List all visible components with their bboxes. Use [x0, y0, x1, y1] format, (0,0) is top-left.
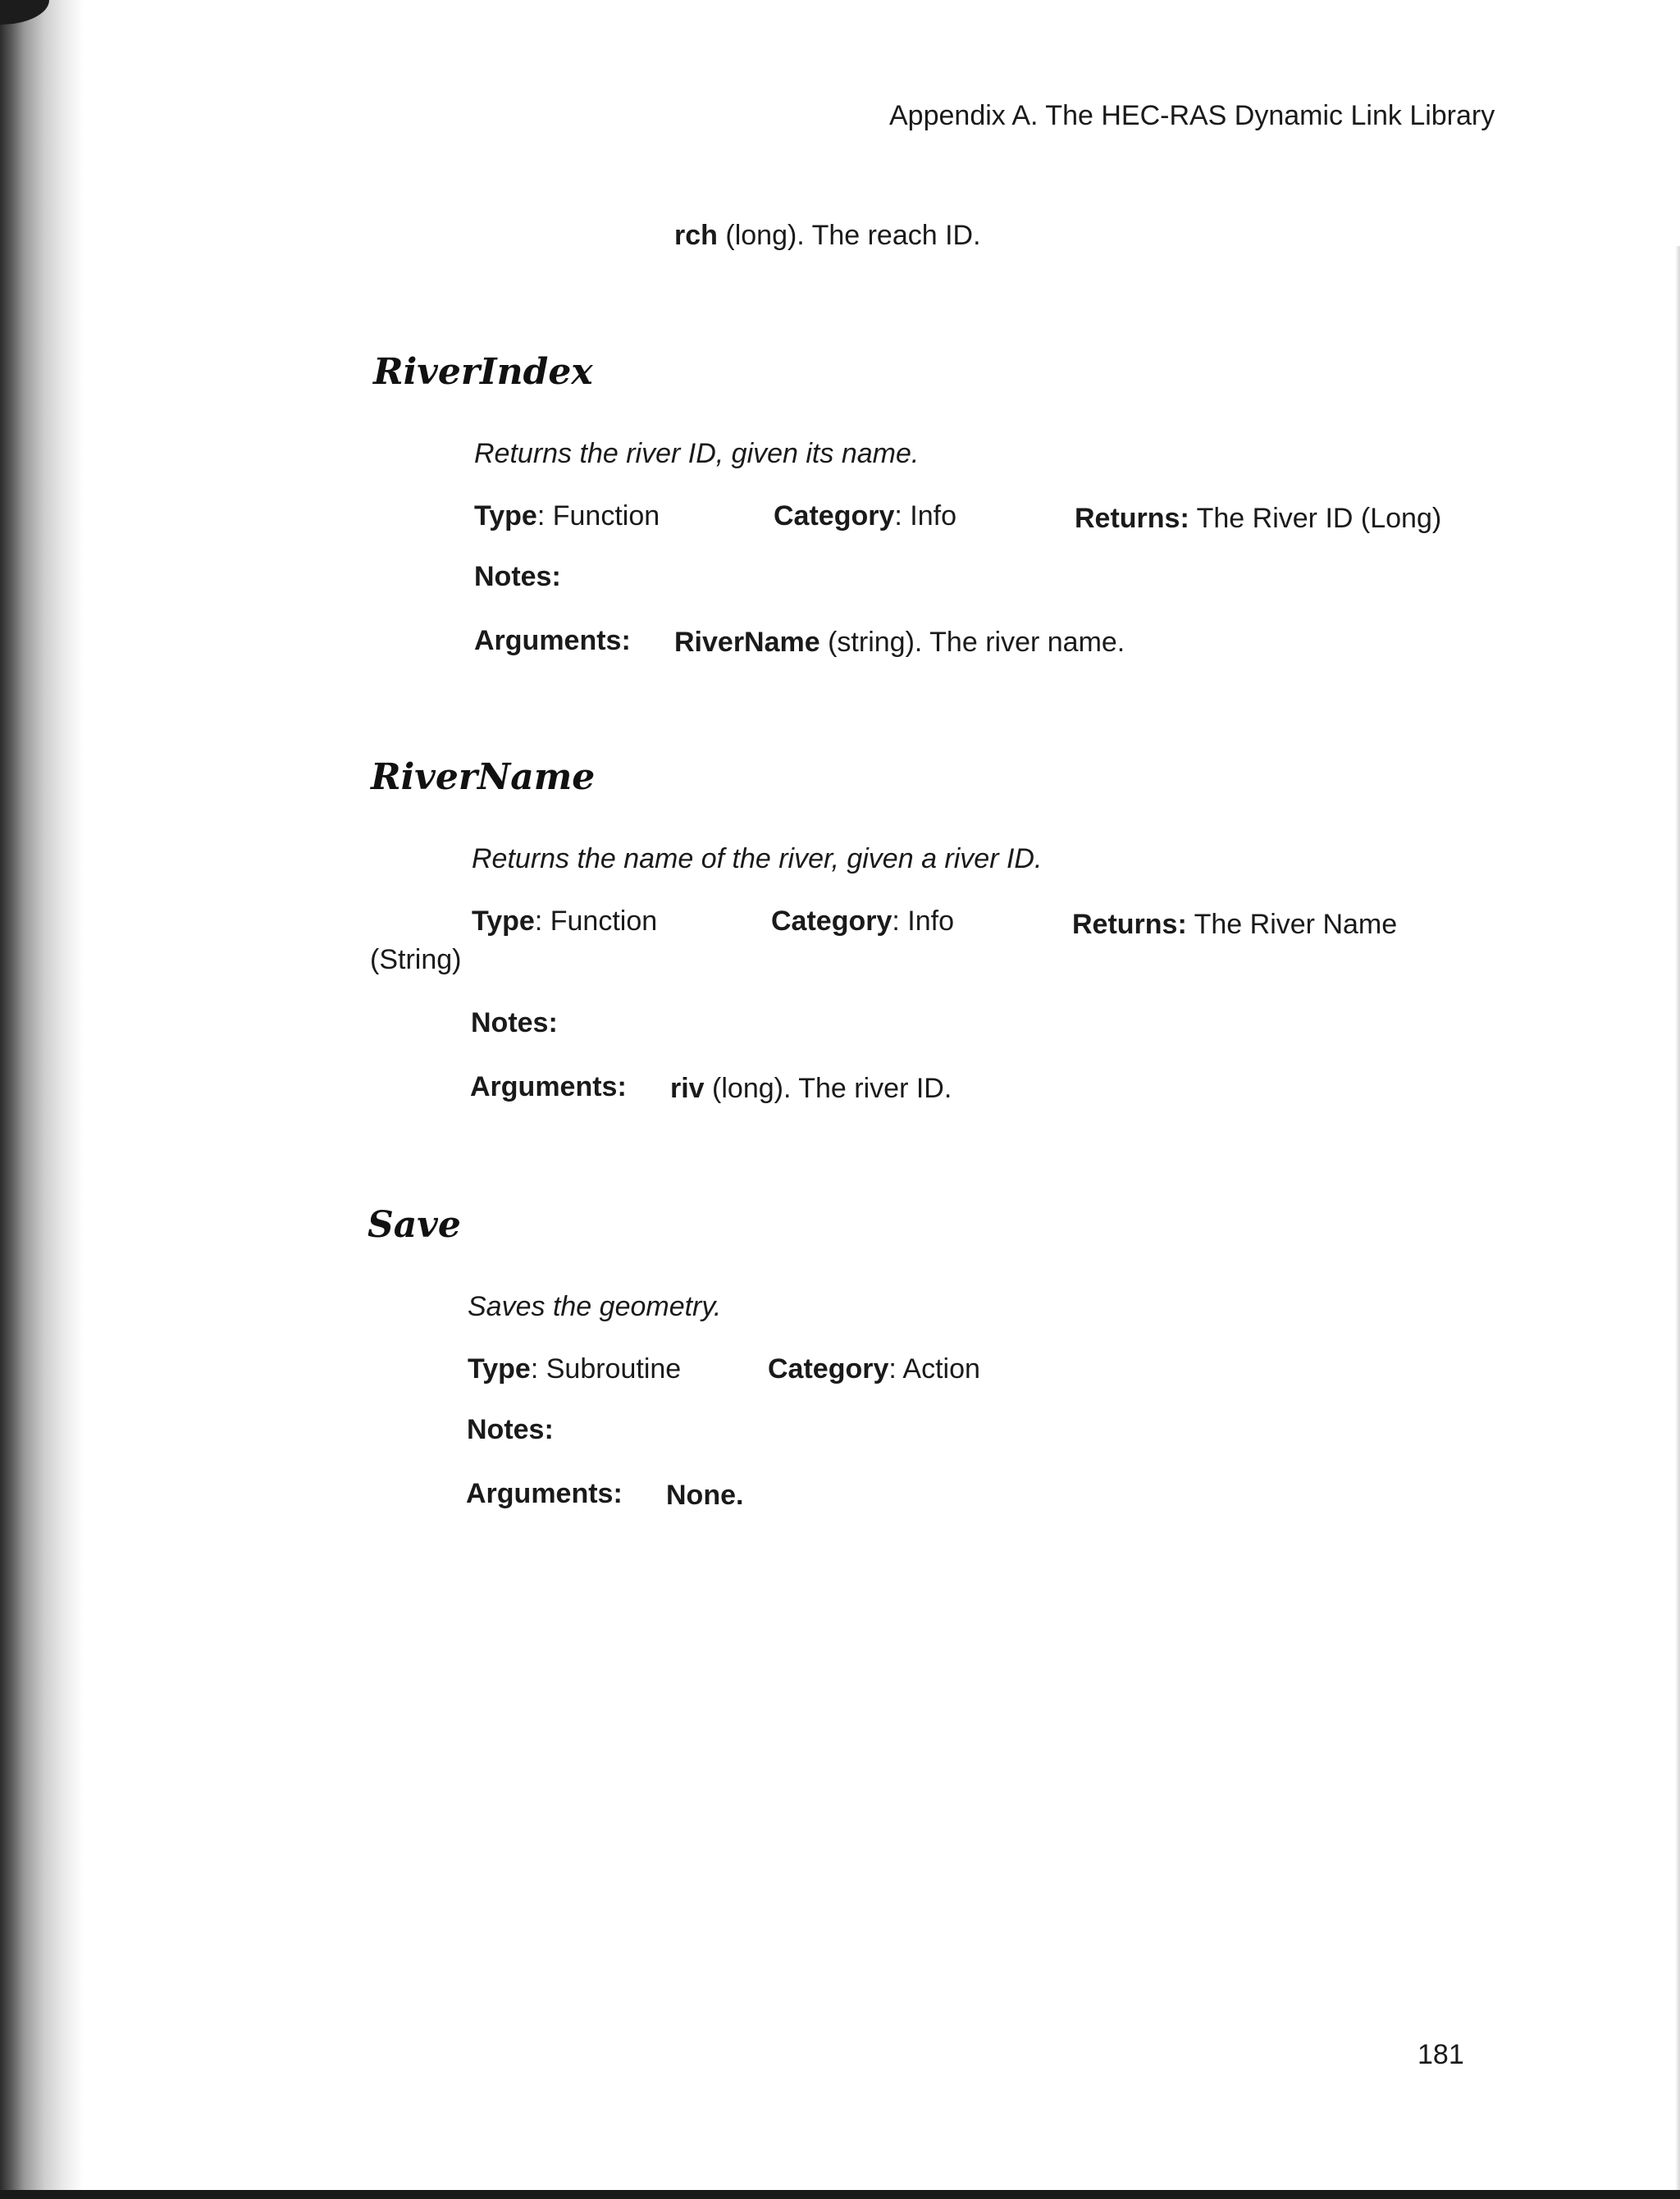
- type-field: [472, 907, 657, 935]
- page-right-edge: [1675, 246, 1680, 2190]
- argument-none: None.: [666, 1480, 744, 1511]
- category-value: : Info: [894, 500, 956, 532]
- category-value: : Action: [888, 1353, 980, 1385]
- argument-name: rch: [674, 220, 718, 251]
- returns-field: [1072, 910, 1397, 938]
- returns-label: Returns:: [1075, 503, 1189, 534]
- argument-entry: [674, 628, 1125, 656]
- argument-entry: [670, 1074, 952, 1102]
- type-label: Type: [474, 500, 537, 532]
- type-value: : Subroutine: [530, 1353, 682, 1385]
- running-header: Appendix A. The HEC-RAS Dynamic Link Library: [889, 100, 1495, 131]
- category-value: : Info: [892, 906, 954, 937]
- returns-value-wrapped: (String): [370, 944, 462, 975]
- category-field: [774, 502, 956, 530]
- notes-label: Notes:: [467, 1414, 554, 1445]
- section-description: Saves the geometry.: [468, 1291, 722, 1322]
- notes-label: Notes:: [474, 561, 561, 592]
- returns-value: The River Name: [1186, 909, 1398, 940]
- type-value: : Function: [536, 500, 660, 532]
- section-description: Returns the name of the river, given a river ID.: [472, 843, 1043, 874]
- category-label: Category: [774, 500, 895, 532]
- section-description: Returns the river ID, given its name.: [474, 438, 920, 469]
- continuation-argument: [674, 221, 981, 249]
- page-binding-shadow: [0, 0, 82, 2199]
- type-label: Type: [472, 906, 535, 937]
- section-title-riverindex: RiverIndex: [373, 351, 593, 393]
- section-title-save: Save: [368, 1204, 461, 1246]
- section-title-rivername: RiverName: [371, 756, 596, 798]
- arguments-label: Arguments:: [466, 1478, 623, 1509]
- returns-label: Returns:: [1072, 909, 1187, 940]
- type-label: Type: [468, 1353, 531, 1385]
- argument-name: RiverName: [674, 627, 820, 658]
- arguments-label: Arguments:: [474, 625, 631, 656]
- category-field: [771, 907, 954, 935]
- type-value: : Function: [534, 906, 658, 937]
- notes-label: Notes:: [471, 1007, 558, 1038]
- argument-description: (long). The reach ID.: [717, 220, 981, 251]
- category-label: Category: [771, 906, 892, 937]
- argument-description: (string). The river name.: [819, 627, 1125, 658]
- category-field: [768, 1355, 980, 1383]
- type-field: [468, 1355, 681, 1383]
- returns-field: [1075, 504, 1441, 532]
- returns-value: The River ID (Long): [1189, 503, 1442, 534]
- arguments-label: Arguments:: [470, 1071, 627, 1102]
- page-bottom-edge: [0, 2190, 1680, 2199]
- argument-name: riv: [670, 1073, 705, 1104]
- page-number: 181: [1418, 2039, 1464, 2070]
- type-field: [474, 502, 660, 530]
- argument-description: (long). The river ID.: [704, 1073, 952, 1104]
- category-label: Category: [768, 1353, 889, 1385]
